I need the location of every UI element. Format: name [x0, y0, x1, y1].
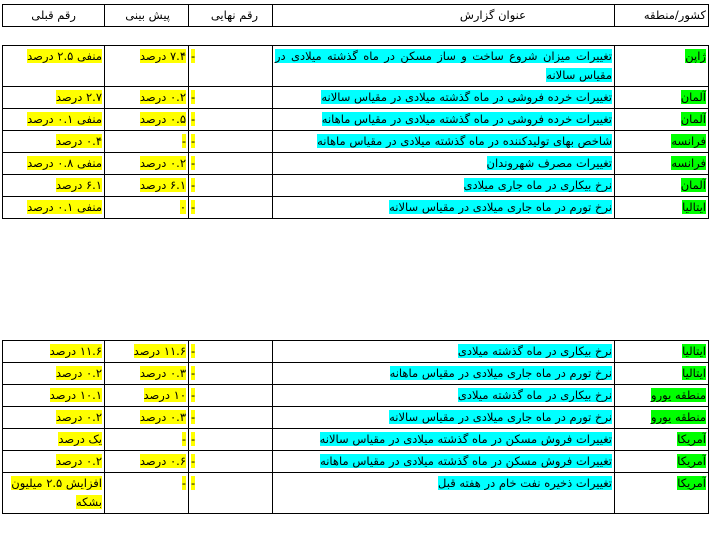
- cell-forecast: [105, 363, 189, 385]
- country-text: منطقه یورو: [651, 388, 706, 402]
- cell-final: [189, 46, 273, 87]
- country-text: ژاپن: [685, 49, 706, 63]
- table-row: [3, 451, 709, 473]
- final-text: -: [191, 476, 196, 490]
- table-row: [3, 109, 709, 131]
- table-row: [3, 407, 709, 429]
- title-text: تغییرات فروش مسکن در ماه گذشته میلادی در مقیاس ماهانه: [320, 454, 612, 468]
- forecast-text: ۰.۳ درصد: [139, 366, 186, 380]
- final-text: -: [191, 366, 196, 380]
- cell-previous: [3, 153, 105, 175]
- final-text: -: [191, 432, 196, 446]
- cell-country: [615, 131, 709, 153]
- country-text: ایتالیا: [682, 200, 706, 214]
- table-row: [3, 429, 709, 451]
- forecast-text: ۰.۲ درصد: [139, 156, 186, 170]
- header-forecast: پیش بینی: [105, 5, 189, 27]
- cell-previous: [3, 109, 105, 131]
- cell-country: [615, 385, 709, 407]
- cell-country: [615, 363, 709, 385]
- cell-final: [189, 363, 273, 385]
- cell-final: [189, 451, 273, 473]
- table-row: [3, 341, 709, 363]
- title-text: نرخ تورم در ماه جاری میلادی در مقیاس سالانه: [389, 200, 612, 214]
- previous-text: ۲.۷ درصد: [55, 90, 102, 104]
- cell-title: [273, 451, 615, 473]
- title-text: تغییرات مصرف شهروندان: [486, 156, 612, 170]
- title-text: نرخ بیکاری در ماه جاری میلادی: [463, 178, 612, 192]
- cell-previous: [3, 451, 105, 473]
- previous-text: ۰.۴ درصد: [55, 134, 102, 148]
- header-country: کشور/منطقه: [615, 5, 709, 27]
- cell-forecast: [105, 131, 189, 153]
- cell-final: [189, 175, 273, 197]
- cell-final: [189, 87, 273, 109]
- final-text: -: [191, 410, 196, 424]
- cell-country: [615, 109, 709, 131]
- table-row: [3, 131, 709, 153]
- cell-title: [273, 46, 615, 87]
- title-text: نرخ تورم در ماه جاری میلادی در مقیاس سالانه: [389, 410, 612, 424]
- country-text: فرانسه: [671, 134, 706, 148]
- cell-title: [273, 429, 615, 451]
- title-text: شاخص بهای تولیدکننده در ماه گذشته میلادی در مقیاس ماهانه: [317, 134, 612, 148]
- cell-title: [273, 407, 615, 429]
- previous-text: ۱۱.۶ درصد: [49, 344, 102, 358]
- table-row: [3, 87, 709, 109]
- cell-country: [615, 153, 709, 175]
- previous-text: یک درصد: [58, 432, 102, 446]
- cell-forecast: [105, 473, 189, 514]
- cell-title: [273, 385, 615, 407]
- cell-country: [615, 429, 709, 451]
- final-text: -: [191, 90, 196, 104]
- cell-title: [273, 197, 615, 219]
- final-text: -: [191, 112, 196, 126]
- previous-text: منفی ۰.۱ درصد: [27, 112, 102, 126]
- country-text: آمریکا: [677, 454, 706, 468]
- forecast-text: -: [181, 134, 186, 148]
- forecast-text: ۰.۳ درصد: [139, 410, 186, 424]
- cell-title: [273, 341, 615, 363]
- cell-final: [189, 473, 273, 514]
- header-final: رقم نهایی: [189, 5, 273, 27]
- cell-final: [189, 153, 273, 175]
- table-row: [3, 46, 709, 87]
- previous-text: ۰.۲ درصد: [55, 454, 102, 468]
- cell-country: [615, 473, 709, 514]
- cell-previous: [3, 429, 105, 451]
- country-text: منطقه یورو: [651, 410, 706, 424]
- cell-title: [273, 153, 615, 175]
- forecast-text: -: [181, 432, 186, 446]
- cell-country: [615, 341, 709, 363]
- header-table: [2, 4, 709, 27]
- table-row: [3, 363, 709, 385]
- cell-title: [273, 363, 615, 385]
- cell-forecast: [105, 341, 189, 363]
- cell-forecast: [105, 385, 189, 407]
- previous-text: افزایش ۲.۵ میلیون بشکه: [11, 476, 102, 509]
- forecast-text: ۶.۱ درصد: [139, 178, 186, 192]
- cell-final: [189, 385, 273, 407]
- final-text: -: [191, 388, 196, 402]
- cell-previous: [3, 407, 105, 429]
- header-row: [3, 5, 709, 27]
- final-text: -: [191, 344, 196, 358]
- country-text: آلمان: [680, 178, 706, 192]
- title-text: تغییرات خرده فروشی در ماه گذشته میلادی در مقیاس سالانه: [321, 90, 612, 104]
- cell-previous: [3, 197, 105, 219]
- title-text: نرخ بیکاری در ماه گذشته میلادی: [457, 344, 612, 358]
- title-text: تغییرات ذخیره نفت خام در هفته قبل: [438, 476, 612, 490]
- cell-final: [189, 429, 273, 451]
- country-text: آلمان: [680, 90, 706, 104]
- cell-title: [273, 109, 615, 131]
- report-table-1: [2, 45, 709, 219]
- cell-previous: [3, 175, 105, 197]
- report-table-2: [2, 340, 709, 514]
- country-text: آمریکا: [677, 432, 706, 446]
- table-row: [3, 197, 709, 219]
- title-text: تغییرات فروش مسکن در ماه گذشته میلادی در مقیاس سالانه: [319, 432, 612, 446]
- final-text: -: [191, 156, 196, 170]
- cell-forecast: [105, 109, 189, 131]
- cell-previous: [3, 473, 105, 514]
- cell-title: [273, 175, 615, 197]
- cell-forecast: [105, 46, 189, 87]
- cell-title: [273, 473, 615, 514]
- previous-text: منفی ۰.۸ درصد: [27, 156, 102, 170]
- table-row: [3, 153, 709, 175]
- title-text: نرخ تورم در ماه جاری میلادی در مقیاس ماهانه: [389, 366, 612, 380]
- forecast-text: -: [181, 476, 186, 490]
- cell-country: [615, 46, 709, 87]
- cell-previous: [3, 363, 105, 385]
- cell-forecast: [105, 197, 189, 219]
- title-text: تغییرات میزان شروع ساخت و ساز مسکن در ماه گذشته میلادی در مقیاس سالانه: [275, 49, 612, 82]
- final-text: -: [191, 200, 196, 214]
- header-title: عنوان گزارش: [273, 5, 615, 27]
- country-text: ایتالیا: [682, 344, 706, 358]
- cell-previous: [3, 46, 105, 87]
- cell-previous: [3, 341, 105, 363]
- cell-final: [189, 109, 273, 131]
- final-text: -: [191, 178, 196, 192]
- forecast-text: ۰.۶ درصد: [139, 454, 186, 468]
- report-table-2-body: [3, 341, 709, 514]
- cell-title: [273, 87, 615, 109]
- cell-final: [189, 341, 273, 363]
- cell-final: [189, 131, 273, 153]
- previous-text: ۱۰.۱ درصد: [49, 388, 102, 402]
- cell-forecast: [105, 87, 189, 109]
- cell-forecast: [105, 175, 189, 197]
- final-text: -: [191, 454, 196, 468]
- country-text: فرانسه: [671, 156, 706, 170]
- cell-previous: [3, 385, 105, 407]
- cell-country: [615, 87, 709, 109]
- forecast-text: ۰.۲ درصد: [139, 90, 186, 104]
- report-table-1-body: [3, 46, 709, 219]
- cell-country: [615, 175, 709, 197]
- previous-text: ۰.۲ درصد: [55, 366, 102, 380]
- cell-country: [615, 451, 709, 473]
- cell-forecast: [105, 429, 189, 451]
- header-previous: رقم قبلی: [3, 5, 105, 27]
- forecast-text: ۰: [179, 200, 186, 214]
- cell-final: [189, 197, 273, 219]
- cell-title: [273, 131, 615, 153]
- title-text: نرخ بیکاری در ماه گذشته میلادی: [457, 388, 612, 402]
- title-text: تغییرات خرده فروشی در ماه گذشته میلادی در مقیاس ماهانه: [321, 112, 612, 126]
- cell-forecast: [105, 407, 189, 429]
- forecast-text: ۱۰ درصد: [143, 388, 186, 402]
- cell-forecast: [105, 451, 189, 473]
- previous-text: منفی ۰.۱ درصد: [27, 200, 102, 214]
- forecast-text: ۰.۵ درصد: [139, 112, 186, 126]
- final-text: -: [191, 134, 196, 148]
- cell-final: [189, 407, 273, 429]
- table-row: [3, 175, 709, 197]
- country-text: آمریکا: [677, 476, 706, 490]
- final-text: -: [191, 49, 196, 63]
- previous-text: منفی ۲.۵ درصد: [27, 49, 102, 63]
- previous-text: ۰.۲ درصد: [55, 410, 102, 424]
- table-row: [3, 473, 709, 514]
- previous-text: ۶.۱ درصد: [55, 178, 102, 192]
- cell-country: [615, 407, 709, 429]
- cell-previous: [3, 131, 105, 153]
- cell-country: [615, 197, 709, 219]
- cell-previous: [3, 87, 105, 109]
- forecast-text: ۱۱.۶ درصد: [133, 344, 186, 358]
- country-text: ایتالیا: [682, 366, 706, 380]
- forecast-text: ۷.۴ درصد: [139, 49, 186, 63]
- table-row: [3, 385, 709, 407]
- cell-forecast: [105, 153, 189, 175]
- country-text: آلمان: [680, 112, 706, 126]
